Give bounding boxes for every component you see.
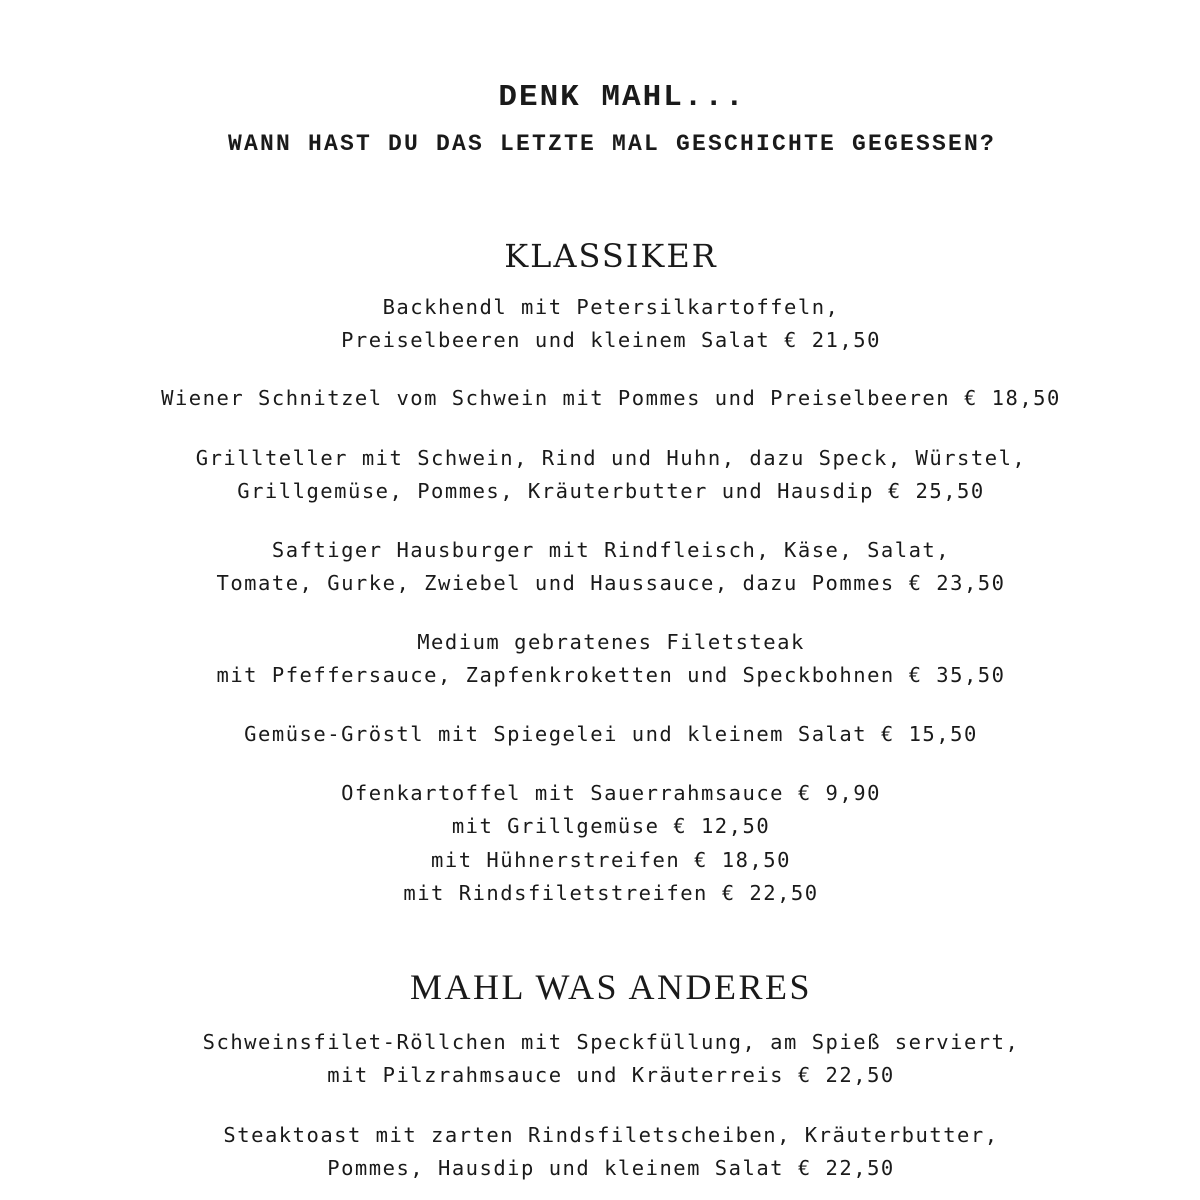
menu-item-ofenkartoffel (0, 777, 1200, 910)
menu-item-line: Backhendl mit Petersilkartoffeln, (382, 295, 840, 319)
menu-item-line: Pommes, Hausdip und kleinem Salat € 22,50 (327, 1156, 895, 1181)
menu-item-line: mit Grillgemüse € 12,50 (451, 814, 771, 839)
menu-item-line: Gemüse-Gröstl mit Spiegelei und kleinem Salat € 15,50 (244, 722, 978, 746)
menu-item-grillteller (0, 442, 1200, 509)
menu-item-schweinsfilet-roellchen (0, 1026, 1200, 1093)
menu-item-filetsteak (0, 626, 1200, 693)
menu-item-backhendl (0, 291, 1200, 358)
menu-item-line: Wiener Schnitzel vom Schwein mit Pommes und Preiselbeeren € 18,50 (161, 386, 1061, 410)
section-heading-klassiker: KLASSIKER (504, 237, 718, 275)
menu-item-hausburger (0, 534, 1200, 601)
menu-item-line: mit Rindsfiletstreifen € 22,50 (403, 880, 819, 905)
menu-item-line: Medium gebratenes Filetsteak (417, 630, 805, 654)
menu-item-gemuese-groestl (0, 718, 1200, 751)
section-heading-mahl-was-anderes: MAHL WAS ANDERES (409, 967, 813, 1007)
menu-title: DENK MAHL... (498, 80, 746, 115)
menu-item-steaktoast (0, 1119, 1200, 1186)
menu-item-line: Saftiger Hausburger mit Rindfleisch, Käse, Salat, (271, 538, 951, 562)
menu-item-line: Tomate, Gurke, Zwiebel und Haussauce, dazu Pommes € 23,50 (216, 571, 1006, 596)
menu-item-line: Steaktoast mit zarten Rindsfiletscheiben, Kräuterbutter, (223, 1123, 999, 1147)
menu-item-line: Ofenkartoffel mit Sauerrahmsauce € 9,90 (341, 781, 881, 805)
menu-item-line: Grillteller mit Schwein, Rind und Huhn, dazu Speck, Würstel, (195, 446, 1027, 470)
menu-item-line: mit Pilzrahmsauce und Kräuterreis € 22,50 (327, 1063, 895, 1088)
menu-item-line: Preiselbeeren und kleinem Salat € 21,50 (341, 328, 881, 353)
menu-item-line: mit Hühnerstreifen € 18,50 (431, 847, 791, 872)
menu-item-line: Schweinsfilet-Röllchen mit Speckfüllung, am Spieß serviert, (202, 1030, 1020, 1054)
menu-item-line: Grillgemüse, Pommes, Kräuterbutter und Hausdip € 25,50 (237, 479, 985, 504)
menu-subtitle: WANN HAST DU DAS LETZTE MAL GESCHICHTE GEGESSEN? (227, 131, 997, 157)
menu-item-line: mit Pfeffersauce, Zapfenkroketten und Speckbohnen € 35,50 (216, 663, 1006, 688)
menu-item-wiener-schnitzel (0, 382, 1200, 415)
